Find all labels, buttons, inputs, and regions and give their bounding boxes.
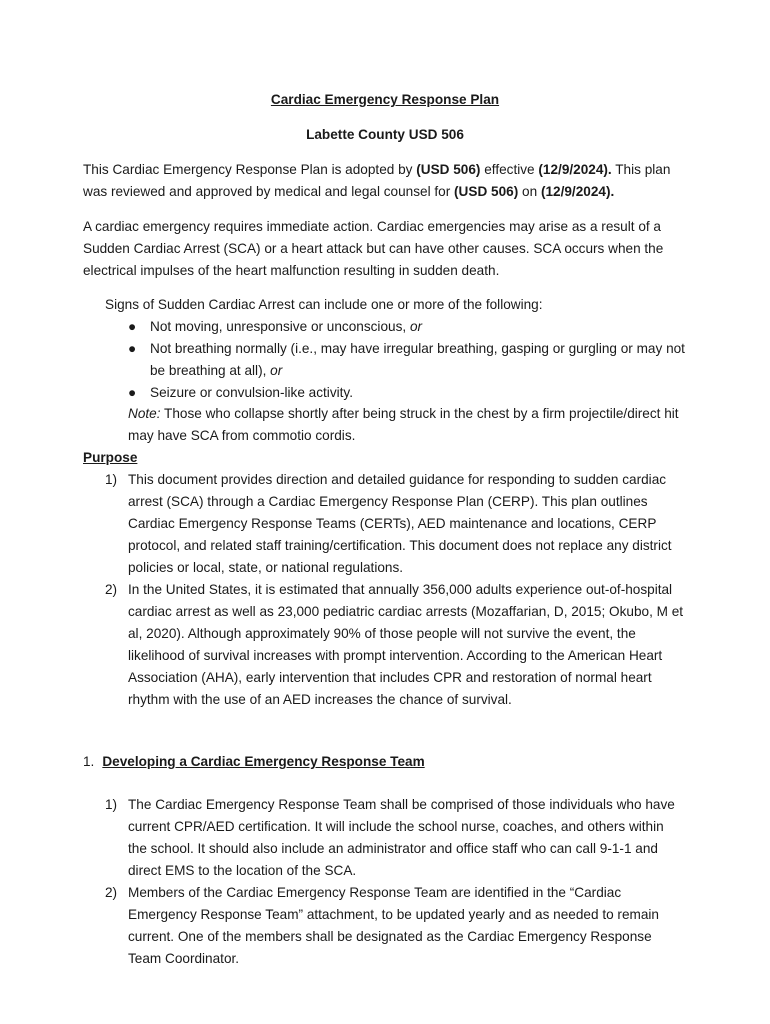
cardiac-emergency-paragraph: A cardiac emergency requires immediate action. Cardiac emergencies may arise as a result of a Sudden Cardiac Arrest (SCA) or a heart attack but can have other causes. SCA occurs when the electrical impulses of the heart malfunction resulting in sudden death. <box>83 219 664 278</box>
list-item: ● Seizure or convulsion-like activity. <box>128 382 688 404</box>
section-1-heading: 1. Developing a Cardiac Emergency Response Team <box>83 754 425 769</box>
list-item: 1) The Cardiac Emergency Response Team shall be comprised of those individuals who have current CPR/AED certification. It will include the school nurse, coaches, and others within the school. It should also include an administrator and office staff who can call 9-1-1 and direct EMS to the location of the SCA. <box>105 797 675 878</box>
bullet-icon: ● <box>128 385 137 400</box>
bullet-icon: ● <box>128 341 137 356</box>
commotio-cordis-note: Note: Those who collapse shortly after being struck in the chest by a firm projectile/direct hit may have SCA from commotio cordis. <box>128 406 679 443</box>
purpose-heading: Purpose <box>83 450 138 465</box>
list-item: ● Not moving, unresponsive or unconscious, or <box>128 316 688 338</box>
list-item: 2) Members of the Cardiac Emergency Response Team are identified in the “Cardiac Emergency Response Team” attachment, to be updated yearly and as needed to remain current. One of the members shall be designated as the Cardiac Emergency Response Team Coordinator. <box>105 885 659 966</box>
signs-intro: Signs of Sudden Cardiac Arrest can include one or more of the following: <box>105 297 543 312</box>
team-list <box>105 794 685 970</box>
document-subtitle: Labette County USD 506 <box>306 127 464 142</box>
list-item: ● Not breathing normally (i.e., may have irregular breathing, gasping or gurgling or may not be breathing at all), or <box>128 338 688 382</box>
adoption-paragraph: This Cardiac Emergency Response Plan is adopted by (USD 506) effective (12/9/2024). This plan was reviewed and approved by medical and legal counsel for (USD 506) on (12/9/2024). <box>83 162 671 199</box>
signs-list <box>128 316 688 404</box>
list-item: 1) This document provides direction and detailed guidance for responding to sudden cardiac arrest (SCA) through a Cardiac Emergency Response Plan (CERP). This plan outlines Cardiac Emergency Response Teams (CERTs), AED maintenance and locations, CERP protocol, and related staff training/certification. This document does not replace any district policies or local, state, or national regulations. <box>105 472 672 575</box>
document-title: Cardiac Emergency Response Plan <box>270 92 500 107</box>
bullet-icon: ● <box>128 319 137 334</box>
purpose-list <box>105 469 685 711</box>
list-item: 2) In the United States, it is estimated that annually 356,000 adults experience out-of-hospital cardiac arrest as well as 23,000 pediatric cardiac arrests (Mozaffarian, D, 2015; Okubo, M et al, 2020). Although approximately 90% of those people will not survive the event, the likelihood of survival increases with prompt intervention. According to the American Heart Association (AHA), early intervention that includes CPR and restoration of normal heart rhythm with the use of an AED increases the chance of survival. <box>105 582 684 707</box>
